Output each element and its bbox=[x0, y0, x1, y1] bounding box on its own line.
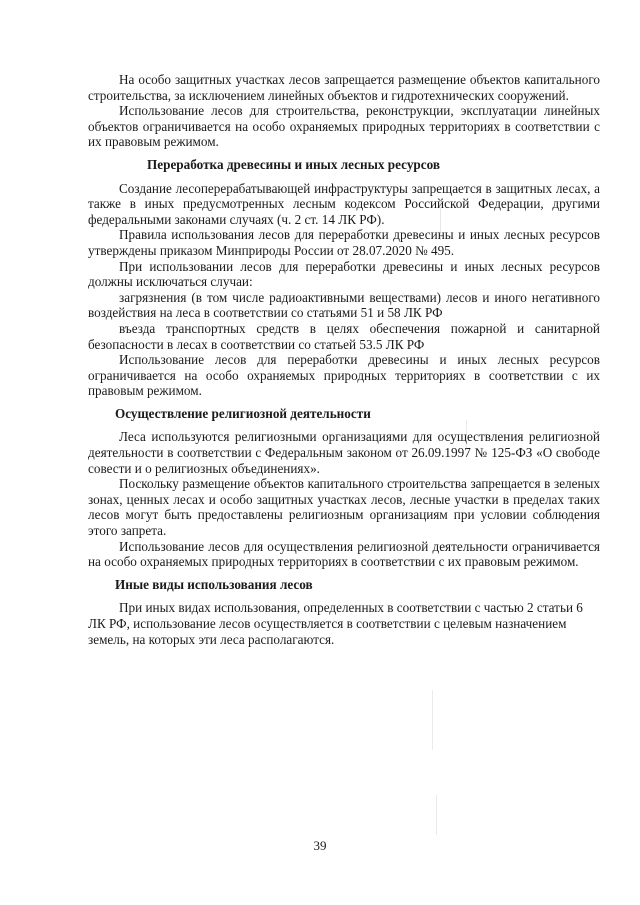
document-body bbox=[88, 72, 600, 647]
paragraph-6: загрязнения (в том числе радиоактивными веществами) лесов и иного негативного воздействия на леса в соответствии со статьями 51 и 58 ЛК РФ bbox=[88, 289, 600, 321]
paragraph-9: Леса используются религиозными организациями для осуществления религиозной деятельности в соответствии с Федеральным законом от 26.09.1997 № 125-ФЗ «О свободе совести и о религиозных объединениях». bbox=[88, 429, 600, 476]
section-heading-other-uses: Иные виды использования лесов bbox=[115, 576, 313, 592]
paragraph-10: Поскольку размещение объектов капитального строительства запрещается в зеленых зонах, ценных лесах и особо защитных участках лесов, лесные участки в пределах таких лесов могут быть предоставлены религиозным организациям при условии соблюдения этого запрета. bbox=[88, 476, 600, 539]
paragraph-11: Использование лесов для осуществления религиозной деятельности ограничивается на особо охраняемых природных территориях в соответствии с их правовым режимом. bbox=[88, 538, 600, 570]
paragraph-3: Создание лесоперерабатывающей инфраструктуры запрещается в защитных лесах, а также в иных предусмотренных лесным кодексом Российской Федерации, другими федеральными законами случаях (ч. 2 ст. 14 ЛК РФ). bbox=[88, 180, 600, 227]
section-heading-religious-activity: Осуществление религиозной деятельности bbox=[115, 405, 371, 421]
paragraph-4: Правила использования лесов для переработки древесины и иных лесных ресурсов утверждены приказом Минприроды России от 28.07.2020 № 495. bbox=[88, 227, 600, 258]
paragraph-2: Использование лесов для строительства, реконструкции, эксплуатации линейных объектов ограничивается на особо охраняемых природных территориях в соответствии с их правовым режимом. bbox=[88, 103, 600, 150]
paragraph-12: При иных видах использования, определенных в соответствии с частью 2 статьи 6 ЛК РФ, использование лесов осуществляется в соответствии с целевым назначением земель, на которых эти леса располагаются. bbox=[88, 600, 583, 647]
paragraph-7: въезда транспортных средств в целях обеспечения пожарной и санитарной безопасности в лесах в соответствии со статьей 53.5 ЛК РФ bbox=[88, 320, 600, 352]
page-number: 39 bbox=[313, 838, 327, 853]
scan-artifact bbox=[436, 795, 437, 835]
scan-artifact bbox=[440, 200, 441, 240]
paragraph-5: При использовании лесов для переработки древесины и иных лесных ресурсов должны исключаться случаи: bbox=[88, 258, 600, 290]
paragraph-1: На особо защитных участках лесов запрещается размещение объектов капитального строительства, за исключением линейных объектов и гидротехнических сооружений. bbox=[88, 72, 600, 103]
scan-artifact bbox=[466, 420, 467, 450]
scan-artifact bbox=[432, 690, 433, 750]
paragraph-8: Использование лесов для переработки древесины и иных лесных ресурсов ограничивается на особо охраняемых природных территориях в соответствии с их правовым режимом. bbox=[88, 352, 600, 399]
section-heading-wood-processing: Переработка древесины и иных лесных ресурсов bbox=[147, 156, 440, 172]
